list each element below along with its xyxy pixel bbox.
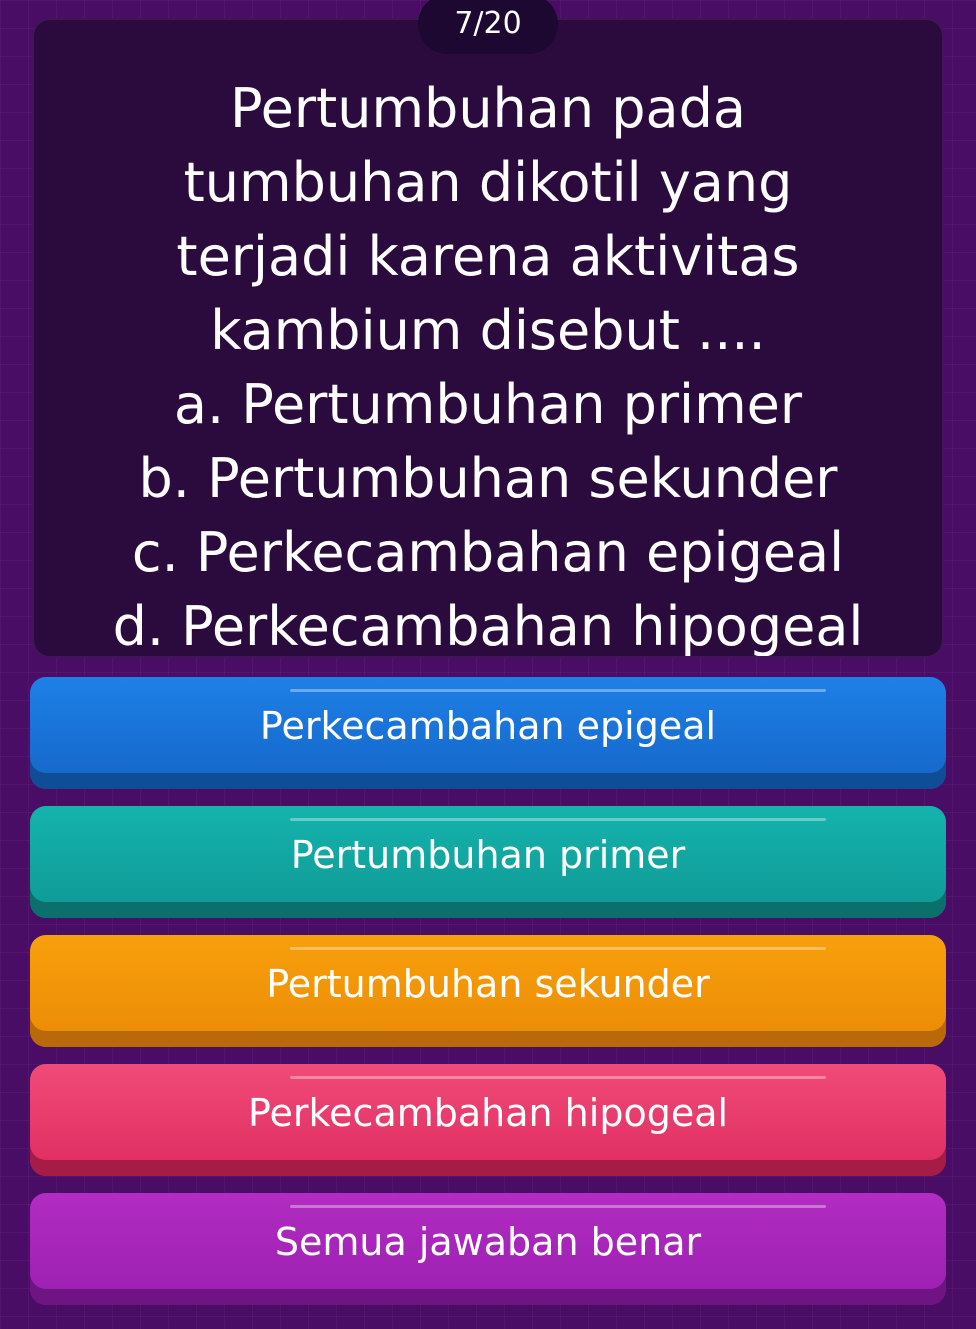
answer-option-2[interactable] xyxy=(30,806,946,918)
answer-option-label: Perkecambahan epigeal xyxy=(259,704,717,748)
question-text: Pertumbuhan pada tumbuhan dikotil yang terjadi karena aktivitas kambium disebut .... a. Pertumbuhan primer b. Pertumbuhan sekunder c. Perkecambahan epigeal d. Perkecambahan hipogeal xyxy=(112,77,864,658)
answer-option-1[interactable] xyxy=(30,677,946,789)
answer-option-3[interactable] xyxy=(30,935,946,1047)
answer-option-4[interactable] xyxy=(30,1064,946,1176)
answer-option-label: Semua jawaban benar xyxy=(274,1220,702,1264)
question-counter: 7/20 xyxy=(418,0,558,54)
answer-option-5[interactable] xyxy=(30,1193,946,1305)
answer-option-label: Pertumbuhan primer xyxy=(290,833,686,877)
answer-option-label: Perkecambahan hipogeal xyxy=(247,1091,729,1135)
answer-option-label: Pertumbuhan sekunder xyxy=(266,962,710,1006)
question-card xyxy=(32,18,944,658)
